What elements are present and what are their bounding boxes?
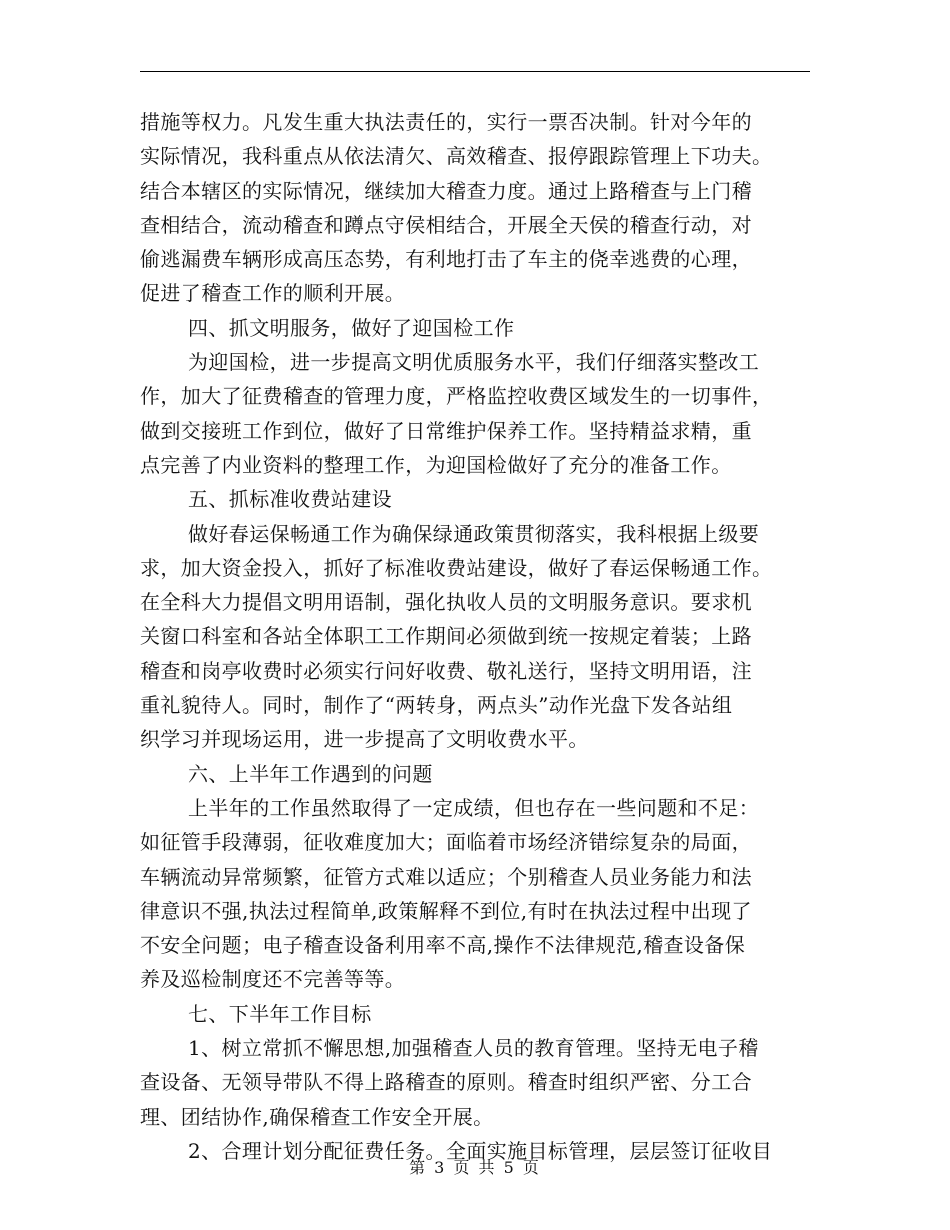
text-line: 点完善了内业资料的整理工作，为迎国检做好了充分的准备工作。 — [140, 452, 732, 477]
text-line: 作，加大了征费稽查的管理力度，严格监控收费区域发生的一切事件， — [140, 384, 773, 409]
header-rule — [140, 71, 810, 72]
text-line: 求，加大资金投入，抓好了标准收费站建设，做好了春运保畅通工作。 — [140, 555, 773, 580]
text-line: 措施等权力。凡发生重大执法责任的，实行一票否决制。针对今年的 — [140, 110, 752, 134]
text-line: 律意识不强,执法过程简单,政策解释不到位,有时在执法过程中出现了 — [140, 898, 752, 923]
text-line: 2、合理计划分配征费任务。全面实施目标管理，层层签订征收目 — [188, 1138, 773, 1163]
page-number: 第 3 页 共 5 页 — [409, 1158, 541, 1177]
text-line: 五、抓标准收费站建设 — [188, 487, 392, 512]
text-line: 车辆流动异常频繁，征管方式难以适应；个别稽查人员业务能力和法 — [140, 864, 752, 889]
text-line: 稽查和岗亭收费时必须实行问好收费、敬礼送行，坚持文明用语，注 — [140, 658, 752, 683]
text-line: 偷逃漏费车辆形成高压态势，有利地打击了车主的侥幸逃费的心理， — [140, 247, 752, 272]
text-line: 促进了稽查工作的顺利开展。 — [140, 281, 406, 306]
text-line: 养及巡检制度还不完善等等。 — [140, 967, 406, 992]
text-line: 四、抓文明服务，做好了迎国检工作 — [188, 315, 515, 340]
text-line: 为迎国检，进一步提高文明优质服务水平，我们仔细落实整改工 — [188, 350, 760, 375]
text-line: 查相结合，流动稽查和蹲点守侯相结合，开展全天侯的稽查行动，对 — [140, 212, 752, 237]
text-line: 查设备、无领导带队不得上路稽查的原则。稽查时组织严密、分工合 — [140, 1070, 752, 1095]
document-body — [140, 105, 812, 1168]
text-line: 实际情况，我科重点从依法清欠、高效稽查、报停跟踪管理上下功夫。 — [140, 144, 773, 169]
text-line: 结合本辖区的实际情况，继续加大稽查力度。通过上路稽查与上门稽 — [140, 178, 752, 203]
text-line: 不安全问题；电子稽查设备利用率不高,操作不法律规范,稽查设备保 — [140, 933, 746, 958]
text-line: 做到交接班工作到位，做好了日常维护保养工作。坚持精益求精，重 — [140, 418, 752, 443]
text-line: 上半年的工作虽然取得了一定成绩，但也存在一些问题和不足： — [188, 795, 760, 820]
text-line: 织学习并现场运用，进一步提高了文明收费水平。 — [140, 727, 589, 752]
text-line: 六、上半年工作遇到的问题 — [188, 761, 433, 786]
text-line: 做好春运保畅通工作为确保绿通政策贯彻落实，我科根据上级要 — [188, 521, 760, 546]
text-line: 关窗口科室和各站全体职工工作期间必须做到统一按规定着装；上路 — [140, 624, 752, 649]
text-line: 如征管手段薄弱，征收难度加大；面临着市场经济错综复杂的局面， — [140, 830, 752, 855]
text-line: 1、树立常抓不懈思想,加强稽查人员的教育管理。坚持无电子稽 — [188, 1036, 759, 1061]
text-line: 理、团结协作,确保稽查工作安全开展。 — [140, 1104, 494, 1129]
text-line: 七、下半年工作目标 — [188, 1001, 372, 1026]
text-line: 在全科大力提倡文明用语制，强化执收人员的文明服务意识。要求机 — [140, 590, 752, 615]
text-line: 重礼貌待人。同时，制作了“两转身，两点头”动作光盘下发各站组 — [140, 693, 733, 718]
